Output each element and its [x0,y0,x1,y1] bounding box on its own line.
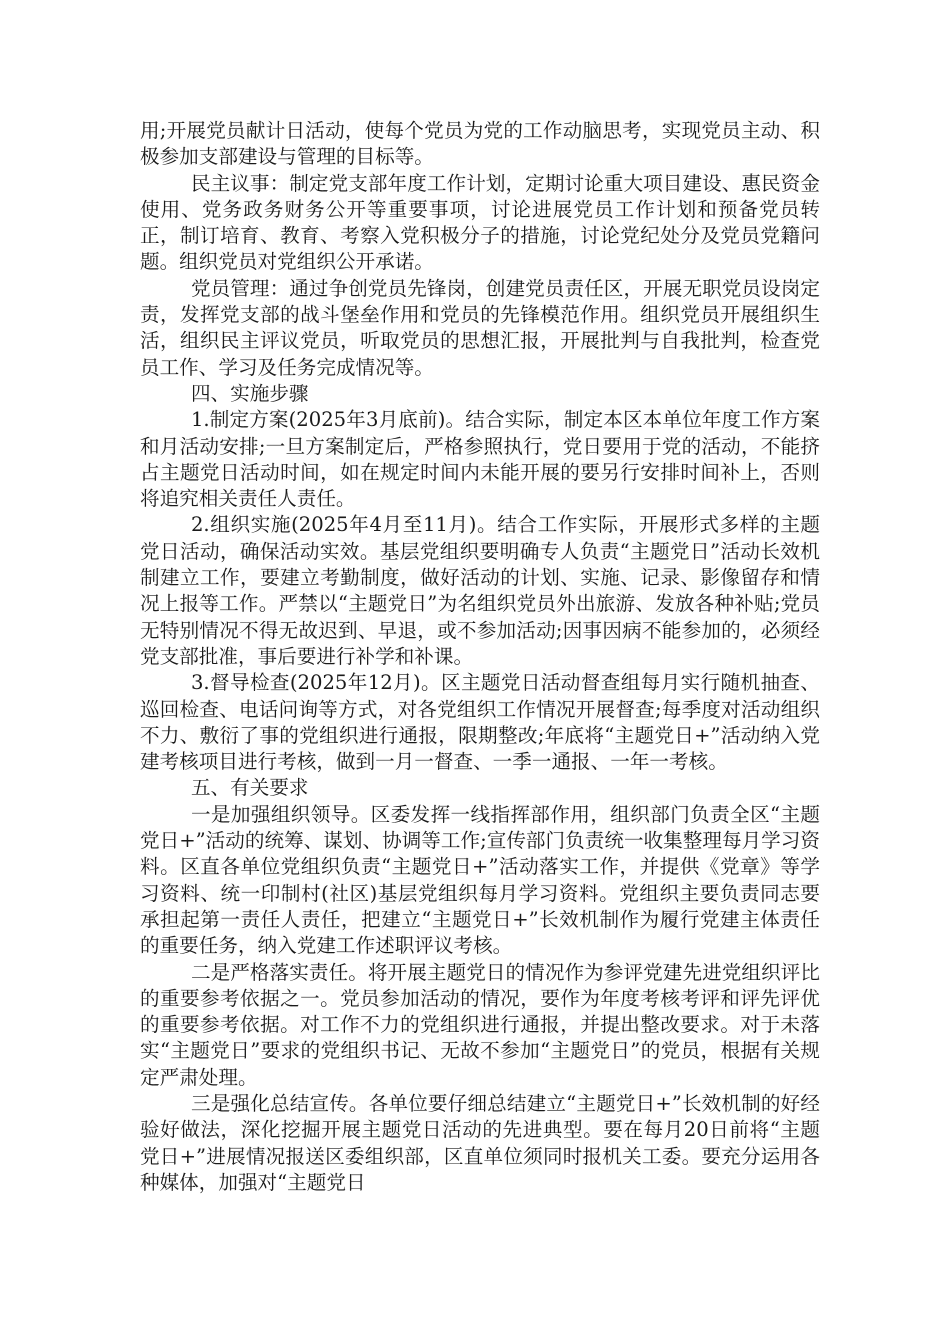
paragraph-requirement-leadership: 一是加强组织领导。区委发挥一线指挥部作用，组织部门负责全区“主题党日+”活动的统筹、谋划、协调等工作;宣传部门负责统一收集整理每月学习资料。区直各单位党组织负责“主题党日+”活动落实工作，并提供《党章》等学习资料、统一印制村(社区)基层党组织每月学习资料。党组织主要负责同志要承担起第一责任人责任，把建立“主题党日+”长效机制作为履行党建主体责任的重要任务，纳入党建工作述职评议考核。 [140,802,820,958]
document-page [140,118,820,1196]
paragraph-democratic-deliberation: 民主议事：制定党支部年度工作计划，定期讨论重大项目建设、惠民资金使用、党务政务财务公开等重要事项，讨论进展党员工作计划和预备党员转正，制订培育、教育、考察入党积极分子的措施，讨论党纪处分及党员党籍问题。组织党员对党组织公开承诺。 [140,171,820,274]
paragraph-continuation: 用;开展党员献计日活动，使每个党员为党的工作动脑思考，实现党员主动、积极参加支部建设与管理的目标等。 [140,119,820,169]
section-heading-implementation-steps: 四、实施步骤 [190,381,309,405]
paragraph-requirement-responsibility: 二是严格落实责任。将开展主题党日的情况作为参评党建先进党组织评比的重要参考依据之一。党员参加活动的情况，要作为年度考核考评和评先评优的重要参考依据。对工作不力的党组织进行通报，并提出整改要求。对于未落实“主题党日”要求的党组织书记、无故不参加“主题党日”的党员，根据有关规定严肃处理。 [140,960,820,1089]
paragraph-member-management: 党员管理：通过争创党员先锋岗，创建党员责任区，开展无职党员设岗定责，发挥党支部的战斗堡垒作用和党员的先锋模范作用。组织党员开展组织生活，组织民主评议党员，听取党员的思想汇报，开展批判与自我批判，检查党员工作、学习及任务完成情况等。 [140,276,820,379]
paragraph-step-3-inspect: 3.督导检查(2025年12月)。区主题党日活动督查组每月实行随机抽查、巡回检查、电话问询等方式，对各党组织工作情况开展督查;每季度对活动组织不力、敷衍了事的党组织进行通报，限期整改;年底将“主题党日+”活动纳入党建考核项目进行考核，做到一月一督查、一季一通报、一年一考核。 [140,671,820,774]
paragraph-requirement-publicity: 三是强化总结宣传。各单位要仔细总结建立“主题党日+”长效机制的好经验好做法，深化挖掘开展主题党日活动的先进典型。要在每月20日前将“主题党日+”进展情况报送区委组织部，区直单位须同时报机关工委。要充分运用各种媒体，加强对“主题党日 [140,1091,820,1194]
paragraph-step-2-implement: 2.组织实施(2025年4月至11月)。结合工作实际，开展形式多样的主题党日活动，确保活动实效。基层党组织要明确专人负责“主题党日”活动长效机制建立工作，要建立考勤制度，做好活动的计划、实施、记录、影像留存和情况上报等工作。严禁以“主题党日”为名组织党员外出旅游、发放各种补贴;党员无特别情况不得无故迟到、早退，或不参加活动;因事因病不能参加的，必须经党支部批准，事后要进行补学和补课。 [140,513,820,668]
section-heading-requirements: 五、有关要求 [190,776,309,800]
paragraph-step-1-plan: 1.制定方案(2025年3月底前)。结合实际，制定本区本单位年度工作方案和月活动安排;一旦方案制定后，严格参照执行，党日要用于党的活动，不能挤占主题党日活动时间，如在规定时间内未能开展的要另行安排时间补上，否则将追究相关责任人责任。 [140,408,820,511]
